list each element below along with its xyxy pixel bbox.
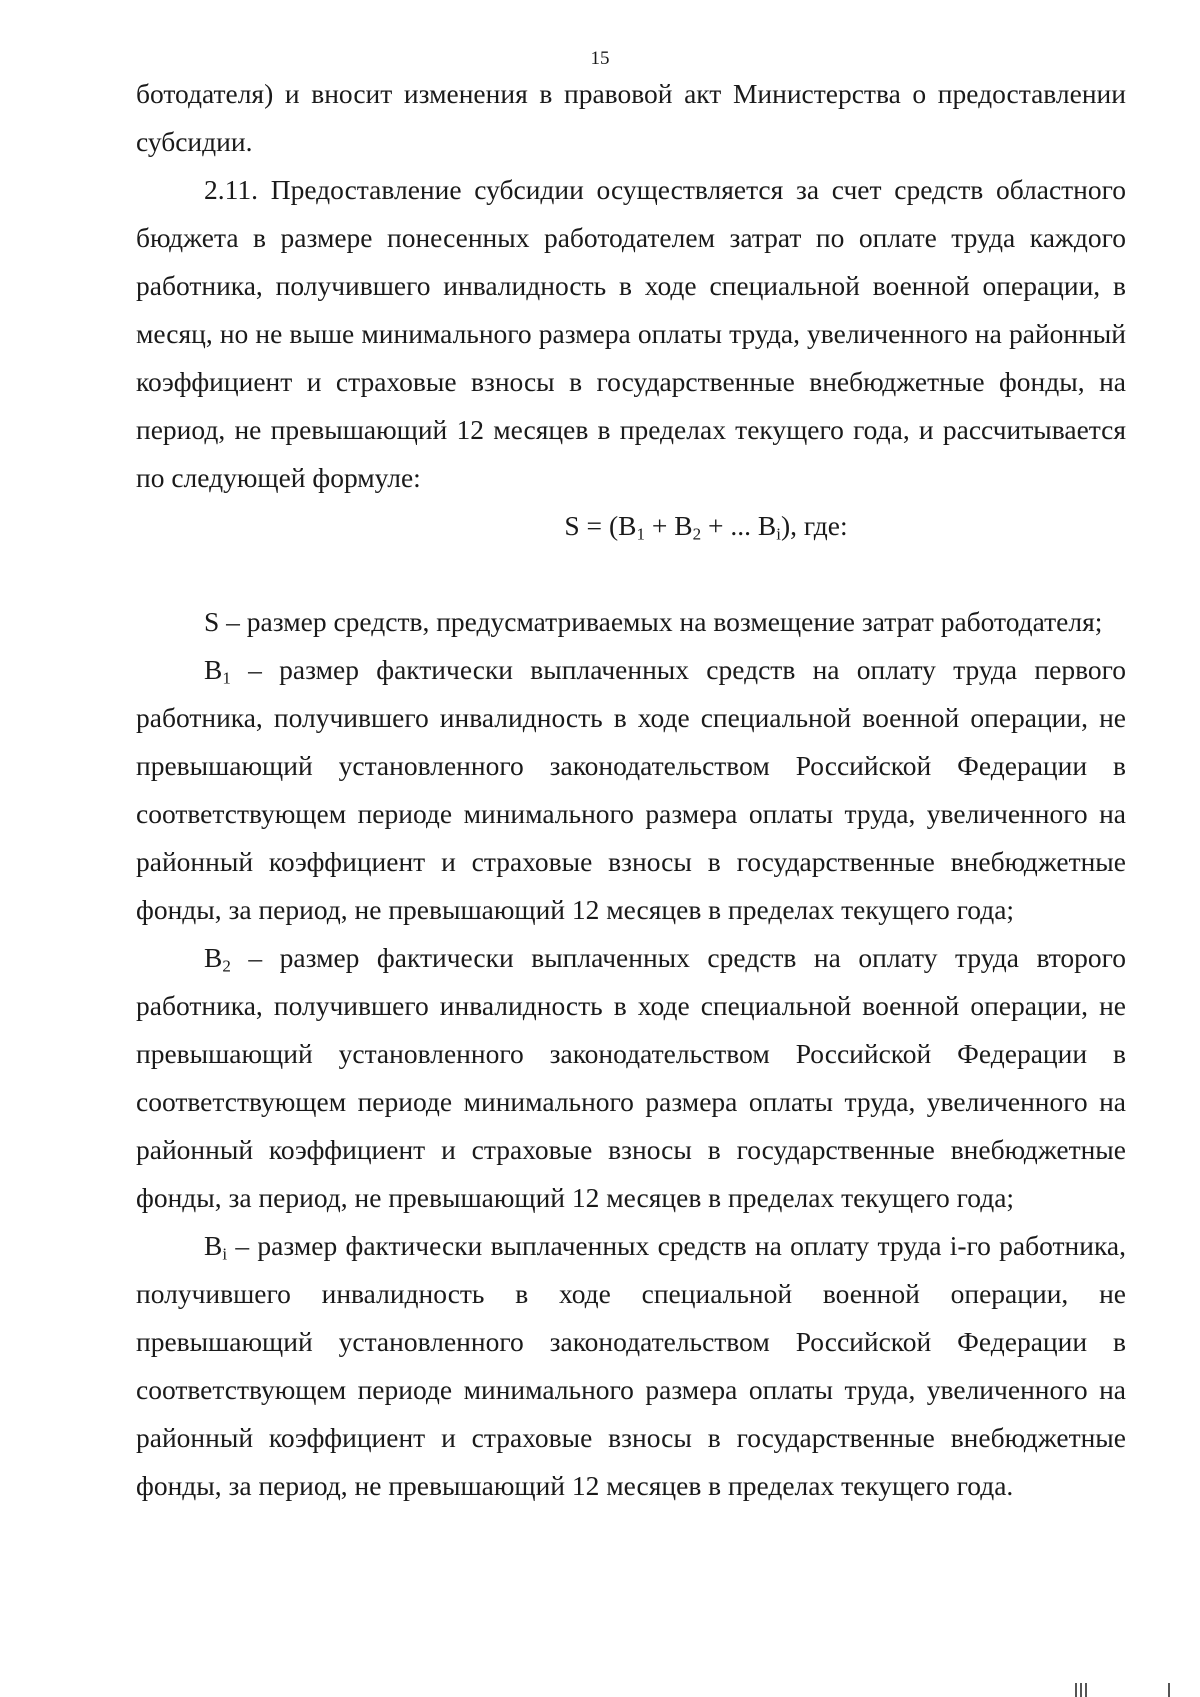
definition-b1-text: – размер фактически выплаченных средств на оплату труда первого работника, получившего инвалидность в ходе специальной военной операции, не превышающий установленного законодательством Российской Федерации в соответствующем периоде минимального размера оплаты труда, увеличенного на районный коэффициент и страховые взносы в государственные внебюджетные фонды, за период, не превышающий 12 месяцев в пределах текущего года; <box>136 654 1126 925</box>
formula-lhs: S = (B <box>564 510 637 541</box>
var-b1-sub: 1 <box>222 668 231 688</box>
scan-artifact <box>1085 1683 1087 1697</box>
var-b2: B <box>204 942 223 973</box>
formula-rhs: ), где: <box>780 510 848 541</box>
formula-sub-i: i <box>776 524 781 544</box>
document-body <box>136 70 1126 1510</box>
definition-b1 <box>136 646 1126 934</box>
scan-artifact <box>1075 1683 1077 1697</box>
var-bi-sub: i <box>222 1244 228 1264</box>
formula-mid-1: + B <box>644 510 693 541</box>
scan-artifact <box>1168 1683 1170 1697</box>
paragraph-2-11: 2.11. Предоставление субсидии осуществляется за счет средств областного бюджета в размере понесенных работодателем затрат по оплате труда каждого работника, получившего инвалидность в ходе специальной военной операции, в месяц, но не выше минимального размера оплаты труда, увеличенного на районный коэффициент и страховые взносы в государственные внебюджетные фонды, на период, не превышающий 12 месяцев в пределах текущего года, и рассчитывается по следующей формуле: <box>136 174 1126 493</box>
paragraph-continuation: ботодателя) и вносит изменения в правовой акт Министерства о предоставлении субсидии. <box>136 78 1126 157</box>
var-b1: B <box>204 654 223 685</box>
page-number: 15 <box>590 48 610 69</box>
formula <box>136 502 1126 550</box>
definition-bi-text: – размер фактически выплаченных средств на оплату труда i-го работника, получившего инвалидность в ходе специальной военной операции, не превышающий установленного законодательством Российской Федерации в соответствующем периоде минимального размера оплаты труда, увеличенного на районный коэффициент и страховые взносы в государственные внебюджетные фонды, за период, не превышающий 12 месяцев в пределах текущего года. <box>136 1230 1126 1501</box>
definition-bi <box>136 1222 1126 1510</box>
definition-s: S – размер средств, предусматриваемых на возмещение затрат работодателя; <box>204 606 1103 637</box>
var-b2-sub: 2 <box>222 956 231 976</box>
definition-b2-text: – размер фактически выплаченных средств на оплату труда второго работника, получившего инвалидность в ходе специальной военной операции, не превышающий установленного законодательством Российской Федерации в соответствующем периоде минимального размера оплаты труда, увеличенного на районный коэффициент и страховые взносы в государственные внебюджетные фонды, за период, не превышающий 12 месяцев в пределах текущего года; <box>136 942 1126 1213</box>
formula-mid-2: + ... B <box>701 510 777 541</box>
definition-b2 <box>136 934 1126 1222</box>
var-bi: B <box>204 1230 223 1261</box>
formula-sub-1: 1 <box>636 524 645 544</box>
formula-sub-2: 2 <box>692 524 702 544</box>
scan-artifact <box>1080 1683 1082 1697</box>
